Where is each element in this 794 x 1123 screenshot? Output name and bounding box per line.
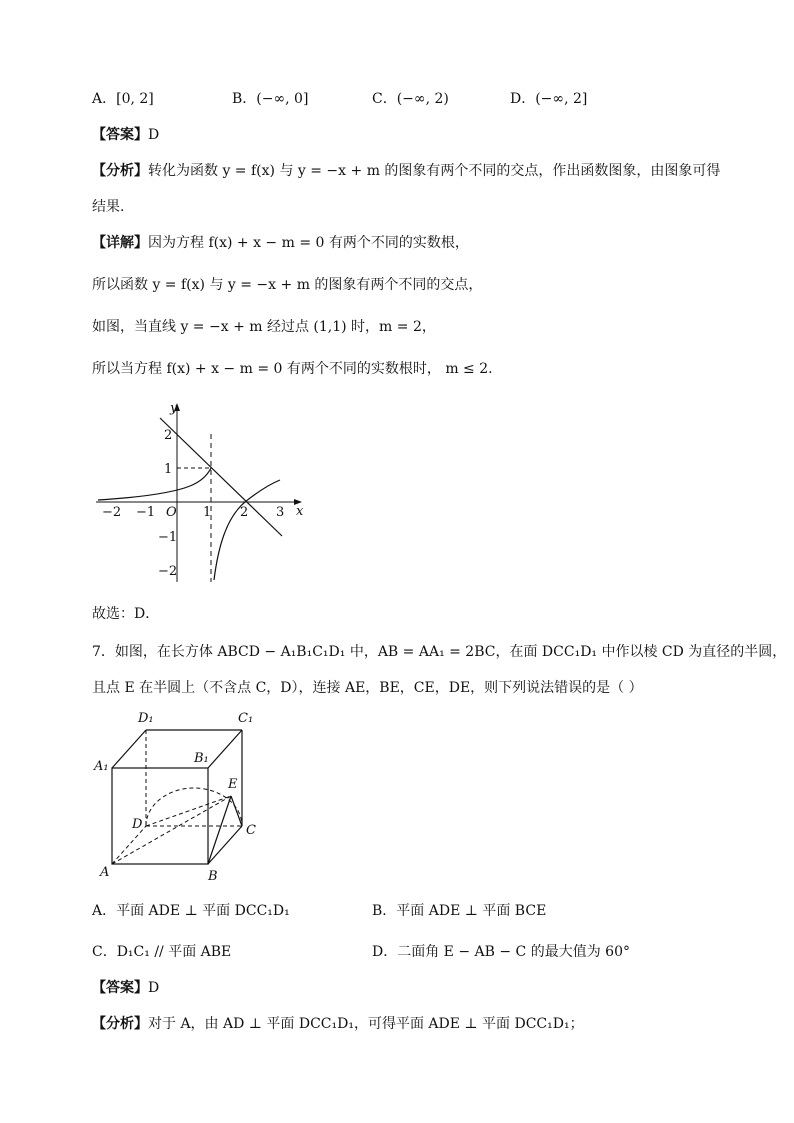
q7-stem-line1: 7．如图，在长方体 ABCD − A₁B₁C₁D₁ 中，AB = AA₁ = 2BC，在面 DCC₁D₁ 中作以棱 CD 为直径的半圆， (92, 644, 787, 660)
y-tick-1: 1 (164, 462, 173, 477)
q6-detail-line1 (92, 232, 469, 252)
q7-option-c: C．D₁C₁ // 平面 ABE (92, 944, 232, 960)
q6-option-a: A．[0, 2] (92, 91, 154, 107)
x-tick-neg1: −1 (136, 505, 156, 520)
q7-option-d: D．二面角 E − AB − C 的最大值为 60° (372, 944, 630, 960)
curve-left-branch (98, 468, 211, 500)
segment-be (208, 796, 231, 864)
x-tick-3: 3 (276, 505, 285, 520)
label-a: A (100, 865, 110, 880)
curve-right-branch (214, 480, 280, 580)
edge-b1-c1 (208, 730, 242, 768)
front-face (112, 768, 208, 864)
q6-option-c: C．(−∞, 2) (372, 91, 449, 107)
x-tick-neg2: −2 (102, 505, 122, 520)
y-axis-label: y (170, 401, 178, 416)
y-tick-neg2: −2 (158, 564, 178, 579)
label-c1: C₁ (238, 711, 254, 726)
segment-ae (112, 796, 231, 864)
label-d: D (132, 817, 143, 832)
answer-value: D (148, 980, 160, 996)
q6-analysis-line1 (92, 160, 720, 180)
q6-option-d: D．(−∞, 2] (510, 91, 588, 107)
q6-option-b: B．(−∞, 0] (232, 91, 309, 107)
label-d1: D₁ (138, 711, 154, 726)
label-e: E (228, 777, 238, 792)
function-graph (90, 398, 320, 588)
q7-stem-line2: 且点 E 在半圆上（不含点 C，D），连接 AE，BE，CE，DE，则下列说法错误的是（ ） (92, 680, 643, 696)
detail-tag: 【详解】 (92, 235, 148, 251)
y-tick-neg1: −1 (158, 530, 178, 545)
q6-detail-line4: 所以当方程 f(x) + x − m = 0 有两个不同的实数根时， m ≤ 2. (92, 361, 493, 377)
q6-detail-line3: 如图，当直线 y = −x + m 经过点 (1,1) 时，m = 2， (92, 319, 436, 335)
edge-b-c (208, 826, 242, 864)
q7-analysis-line1 (92, 1013, 584, 1033)
analysis-tag: 【分析】 (92, 1016, 148, 1032)
label-b: B (208, 869, 218, 884)
edge-a1-d1 (112, 730, 146, 768)
q7-option-a: A．平面 ADE ⊥ 平面 DCC₁D₁ (92, 903, 290, 919)
analysis-text: 对于 A，由 AD ⊥ 平面 DCC₁D₁，可得平面 ADE ⊥ 平面 DCC₁D₁； (148, 1016, 584, 1032)
q6-analysis-line2: 结果. (92, 199, 125, 215)
q6-conclusion: 故选：D． (92, 606, 160, 622)
q7-answer-line (92, 977, 159, 997)
answer-value: D (148, 127, 160, 143)
y-tick-2: 2 (164, 428, 173, 443)
label-b1: B₁ (194, 751, 209, 766)
x-axis-label: x (296, 504, 304, 519)
analysis-tag: 【分析】 (92, 163, 148, 179)
analysis-text: 转化为函数 y = f(x) 与 y = −x + m 的图象有两个不同的交点，作出函数图象，由图象可得 (148, 163, 721, 179)
label-a1: A₁ (94, 759, 109, 774)
x-tick-2: 2 (240, 505, 249, 520)
answer-tag: 【答案】 (92, 127, 148, 143)
detail-text: 因为方程 f(x) + x − m = 0 有两个不同的实数根， (148, 235, 469, 251)
q6-answer-line (92, 124, 159, 144)
x-tick-1: 1 (203, 505, 212, 520)
line-y-neg-x-plus-2 (160, 418, 285, 536)
segment-ce (231, 796, 242, 826)
origin-label: O (166, 505, 177, 520)
label-c: C (246, 823, 256, 838)
answer-tag: 【答案】 (92, 980, 148, 996)
cuboid-figure (90, 704, 270, 884)
q7-option-b: B．平面 ADE ⊥ 平面 BCE (372, 903, 547, 919)
q6-detail-line2: 所以函数 y = f(x) 与 y = −x + m 的图象有两个不同的交点， (92, 277, 483, 293)
